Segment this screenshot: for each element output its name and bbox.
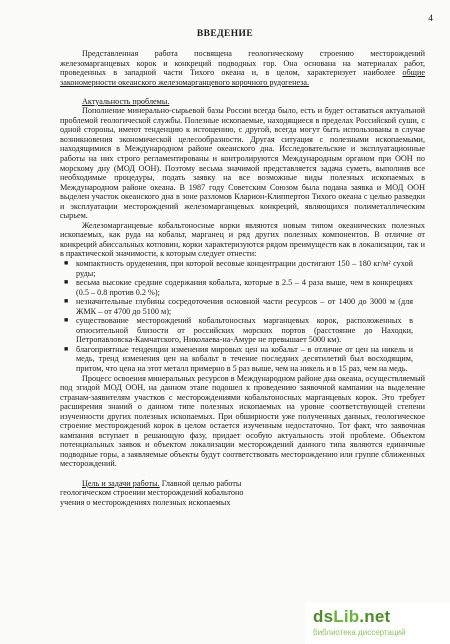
list-item xyxy=(60,278,425,297)
watermark-brand-part-1: ds xyxy=(313,607,334,626)
list-item-text: существование месторождений кобальтоносных марганцевых корок, расположенных в относительной близости от российских морских портов (расстояние до Находки, Петропавловска-Камчатского, Николаева-на-Амуре не превышает 5000 км). xyxy=(76,316,413,345)
watermark-brand-part-2: Lib xyxy=(333,607,360,626)
bullet-icon: ■ xyxy=(64,258,69,267)
purpose-text: Главной целью работы xyxy=(159,478,242,488)
intro-text-1: Представленная работа посвящена геологическому строению месторождений железомарганцевых корок и конкреций подводных гор. Она основана на материалах работ, проведенных в западной части Тихого океана и, в целом, характеризует наиболее xyxy=(60,49,425,78)
document-body xyxy=(60,49,425,507)
watermark-subtitle: библиотека диссертаций xyxy=(313,628,406,637)
bullet-icon: ■ xyxy=(64,344,69,353)
relevance-paragraph-2: Железомарганцевые кобальтоносные корки являются новым типом океанических полезных ископаемых, как руда на кобальт, марганец и ряд других полезных компонентов. В отличие от конкреций абиссальных котловин, корки характеризуются рядом преимуществ как в локализации, так и в практической значимости, к которым следует отнести: xyxy=(60,220,425,259)
purpose-line-3: учения о месторождениях полезных ископаемых xyxy=(60,497,231,507)
list-item-text: весьма высокие средние содержания кобальта, которые в 2.5 – 4 раза выше, чем в конкрециях (0.5 – 0.8 против 0.2 %); xyxy=(76,278,413,297)
intro-paragraph xyxy=(60,49,425,87)
relevance-paragraph-1: Пополнение минерально-сырьевой базы России всегда было, есть и будет оставаться актуальной проблемой геологической службы. Полезные ископаемые, находящиеся в пределах Российской суши, с одной стороны, имеют тенденцию к истощению, с другой, всегда могут быть использованы в случае возникновения экономической целесообразности. Другая ситуация с полезными ископаемыми, находящимися в Международном районе океанского дна. Исследовательские и эксплуатационные работы на них строго регламентированы и контролируются Международным органом при ООН по морскому дну (МОД ООН). Поэтому весьма значимой представляется задача суметь, выполнив все необходимые процедуры, подать заявку на все возможные виды полезных ископаемых в Международном районе океана. В 1987 году Советским Союзом была подана заявка и МОД ООН выделен участок океанского дна в зоне разломов Кларион-Клиппертон Тихого океана с целью разведки и эксплуатации месторождений железомарганцевых конкреций, являющихся полиметаллическим сырьем. xyxy=(60,106,425,221)
watermark-logo xyxy=(305,603,450,644)
relevance-heading-line xyxy=(60,97,425,107)
purpose-heading: Цель и задачи работы. xyxy=(82,478,160,488)
paragraph-gap xyxy=(60,87,425,97)
relevance-paragraph-3: Процесс освоения минеральных ресурсов в Международном районе дна океана, осуществляемый под эгидой МОД ООН, на данном этапе подошел к проведению заявочной кампании на выделение странам-заявителям участков с месторождениями кобальтоносных марганцевых корок. Это требует расширения знаний о данном типе полезных ископаемых на уровне соответствующей степени изученности других полезных ископаемых. При обширности уже полученных данных, геологическое строение месторождений корок в целом остается изученным недостаточно. Тот факт, что заявочная кампания вступает в решающую фазу, придает особую актуальность этой проблеме. Объектом потенциальных заявок и объектом локализации месторождений данного типа являются единичные подводные горы, а заявляемые объекты будут соответствовать месторождению или группе сближенных месторождений. xyxy=(60,373,425,469)
bullet-icon: ■ xyxy=(64,278,69,287)
list-item-text: компактность оруденения, при которой весовые концентрации достигают 150 – 180 кг/м² сухой руды; xyxy=(76,258,413,278)
intro-text-2-underlined: общие закономерности океанского железомарганцевого корочного рудогенеза. xyxy=(60,68,425,87)
bullet-icon: ■ xyxy=(64,316,69,325)
watermark-brand xyxy=(313,607,390,627)
list-item-text: благоприятные тенденции изменения мировых цен на кобальт – в отличие от цен на никель и медь, тренд изменения цен на кобальт в течение последних десятилетий был восходящим, притом, что цена на этот металл примерно в 5 раз выше, чем на никель и в 15 раз, чем на медь. xyxy=(76,344,413,373)
paragraph-gap xyxy=(60,469,425,479)
list-item xyxy=(60,297,425,316)
bullet-icon: ■ xyxy=(64,297,69,306)
list-item xyxy=(60,345,425,374)
page-heading: ВВЕДЕНИЕ xyxy=(196,29,254,39)
purpose-line-2: геологическом строении месторождений кобальтоно xyxy=(60,488,244,498)
watermark-brand-part-3: .net xyxy=(359,607,391,626)
purpose-line-1 xyxy=(60,479,425,489)
relevance-heading: Актуальность проблемы. xyxy=(82,96,170,106)
list-item xyxy=(60,316,425,345)
list-item xyxy=(60,259,425,278)
page-number: 4 xyxy=(428,14,433,24)
list-item-text: незначительные глубины сосредоточения основной части ресурсов – от 1400 до 3000 м (для ЖМК – от 4700 до 5100 м); xyxy=(76,297,413,316)
